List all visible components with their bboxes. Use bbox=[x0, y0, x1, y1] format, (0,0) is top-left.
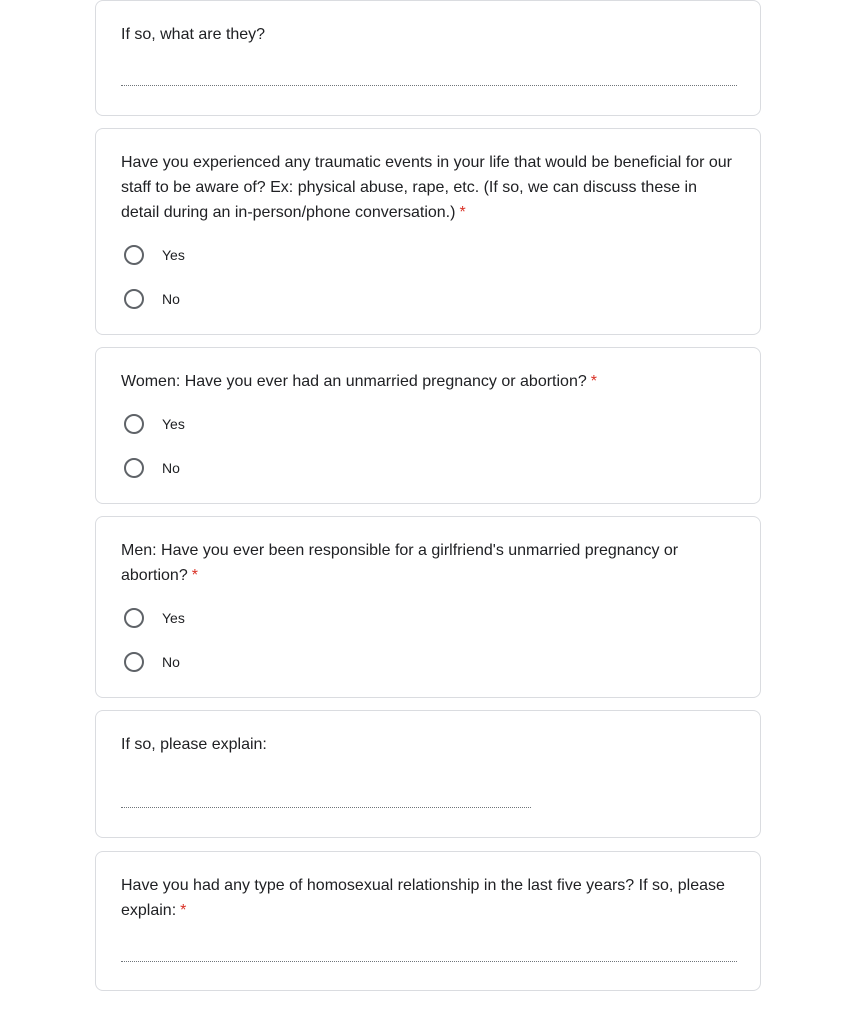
radio-button[interactable] bbox=[124, 289, 144, 309]
required-asterisk: * bbox=[459, 204, 466, 221]
question-title: Have you experienced any traumatic events in your life that would be beneficial for our staff to be aware of? Ex: physical abuse, rape, etc. (If so, we can discuss these in detail during an in-person/phone conversation.) * bbox=[121, 154, 733, 221]
option-label: Yes bbox=[162, 247, 185, 263]
question-title: Women: Have you ever had an unmarried pregnancy or abortion? * bbox=[121, 373, 597, 390]
radio-button[interactable] bbox=[124, 458, 144, 478]
answer-input-relationship[interactable] bbox=[121, 961, 737, 962]
option-label: No bbox=[162, 654, 180, 670]
question-title: If so, please explain: bbox=[121, 736, 267, 753]
radio-option-no[interactable] bbox=[124, 651, 180, 673]
question-title: If so, what are they? bbox=[121, 26, 266, 43]
radio-button[interactable] bbox=[124, 608, 144, 628]
required-asterisk: * bbox=[590, 373, 597, 390]
answer-textarea-please-explain[interactable] bbox=[121, 807, 531, 808]
question-card-what-are-they bbox=[95, 0, 761, 116]
radio-option-yes[interactable] bbox=[124, 244, 185, 266]
question-card-traumatic-events bbox=[95, 128, 761, 335]
radio-option-no[interactable] bbox=[124, 288, 180, 310]
option-label: No bbox=[162, 291, 180, 307]
radio-option-yes[interactable] bbox=[124, 607, 185, 629]
question-title: Men: Have you ever been responsible for a girlfriend's unmarried pregnancy or abortion? * bbox=[121, 542, 679, 584]
radio-button[interactable] bbox=[124, 414, 144, 434]
radio-button[interactable] bbox=[124, 652, 144, 672]
required-asterisk: * bbox=[180, 902, 187, 919]
question-card-women-pregnancy bbox=[95, 347, 761, 504]
question-title: Have you had any type of homosexual relationship in the last five years? If so, please explain: * bbox=[121, 877, 725, 919]
question-card-please-explain bbox=[95, 710, 761, 838]
required-asterisk: * bbox=[191, 567, 198, 584]
radio-option-yes[interactable] bbox=[124, 413, 185, 435]
option-label: No bbox=[162, 460, 180, 476]
question-card-men-pregnancy bbox=[95, 516, 761, 698]
radio-button[interactable] bbox=[124, 245, 144, 265]
radio-option-no[interactable] bbox=[124, 457, 180, 479]
answer-input-what-are-they[interactable] bbox=[121, 85, 737, 86]
option-label: Yes bbox=[162, 416, 185, 432]
question-card-relationship bbox=[95, 851, 761, 991]
option-label: Yes bbox=[162, 610, 185, 626]
